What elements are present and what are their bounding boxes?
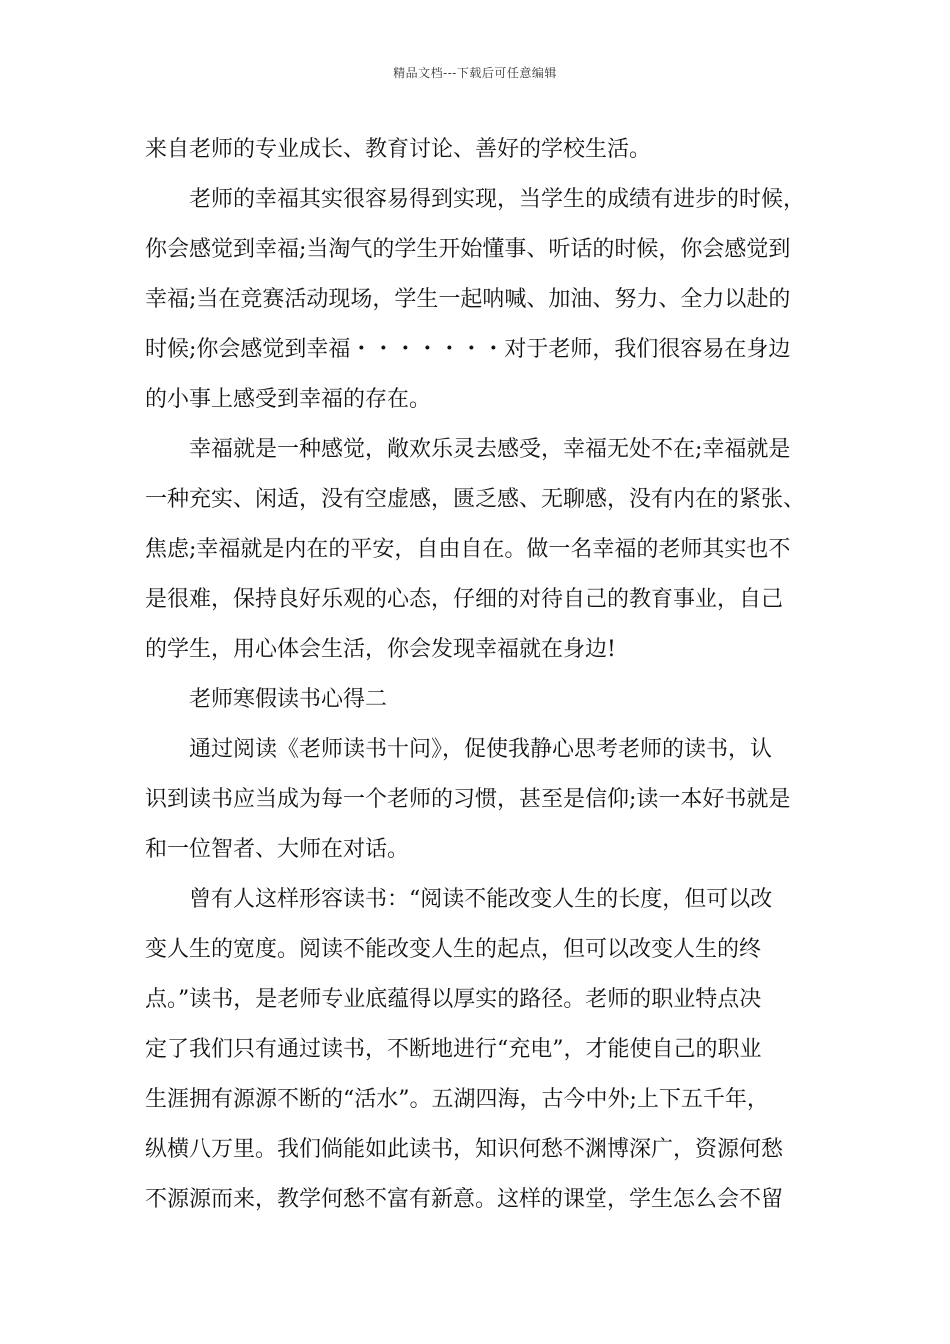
text-line: 识到读书应当成为每一个老师的习惯，甚至是信仰;读一本好书就是 [145, 787, 791, 812]
text-line: 你会感觉到幸福;当淘气的学生开始懂事、听话的时候，你会感觉到 [145, 237, 791, 262]
text-line: 幸福;当在竞赛活动现场，学生一起呐喊、加油、努力、全力以赴的 [145, 287, 791, 312]
text-line: 焦虑;幸福就是内在的平安，自由自在。做一名幸福的老师其实也不 [145, 537, 791, 562]
text-line: 来自老师的专业成长、教育讨论、善好的学校生活。 [145, 137, 652, 162]
text-line: 幸福就是一种感觉，敞欢乐灵去感受，幸福无处不在;幸福就是 [189, 437, 791, 462]
text-line: 和一位智者、大师在对话。 [145, 837, 410, 862]
text-line: 不源源而来，教学何愁不富有新意。这样的课堂，学生怎么会不留 [145, 1187, 784, 1212]
text-line: 纵横八万里。我们倘能如此读书，知识何愁不渊博深广，资源何愁 [145, 1137, 784, 1162]
text-line: 的学生，用心体会生活，你会发现幸福就在身边! [145, 637, 616, 662]
text-line: 变人生的宽度。阅读不能改变人生的起点，但可以改变人生的终 [145, 937, 762, 962]
text-line: 时候;你会感觉到幸福・・・・・・・对于老师，我们很容易在身边 [145, 337, 791, 362]
text-line: 定了我们只有通过读书，不断地进行“充电”，才能使自己的职业 [145, 1037, 762, 1062]
section-heading: 老师寒假读书心得二 [189, 687, 388, 712]
text-line: 是很难，保持良好乐观的心态，仔细的对待自己的教育事业，自己 [145, 587, 784, 612]
text-line: 的小事上感受到幸福的存在。 [145, 387, 432, 412]
text-line: 曾有人这样形容读书：“阅读不能改变人生的长度，但可以改 [189, 887, 773, 912]
text-line: 老师的幸福其实很容易得到实现，当学生的成绩有进步的时候， [189, 187, 806, 212]
page-header: 精品文档---下载后可任意编辑 [393, 66, 557, 80]
text-line: 点。”读书，是老师专业底蕴得以厚实的路径。老师的职业特点决 [145, 987, 762, 1012]
text-line: 生涯拥有源源不断的“活水”。五湖四海，古今中外;上下五千年， [145, 1087, 769, 1112]
text-line: 一种充实、闲适，没有空虚感，匮乏感、无聊感，没有内在的紧张、 [145, 487, 806, 512]
text-line: 通过阅读《老师读书十问》，促使我静心思考老师的读书，认 [189, 737, 773, 762]
